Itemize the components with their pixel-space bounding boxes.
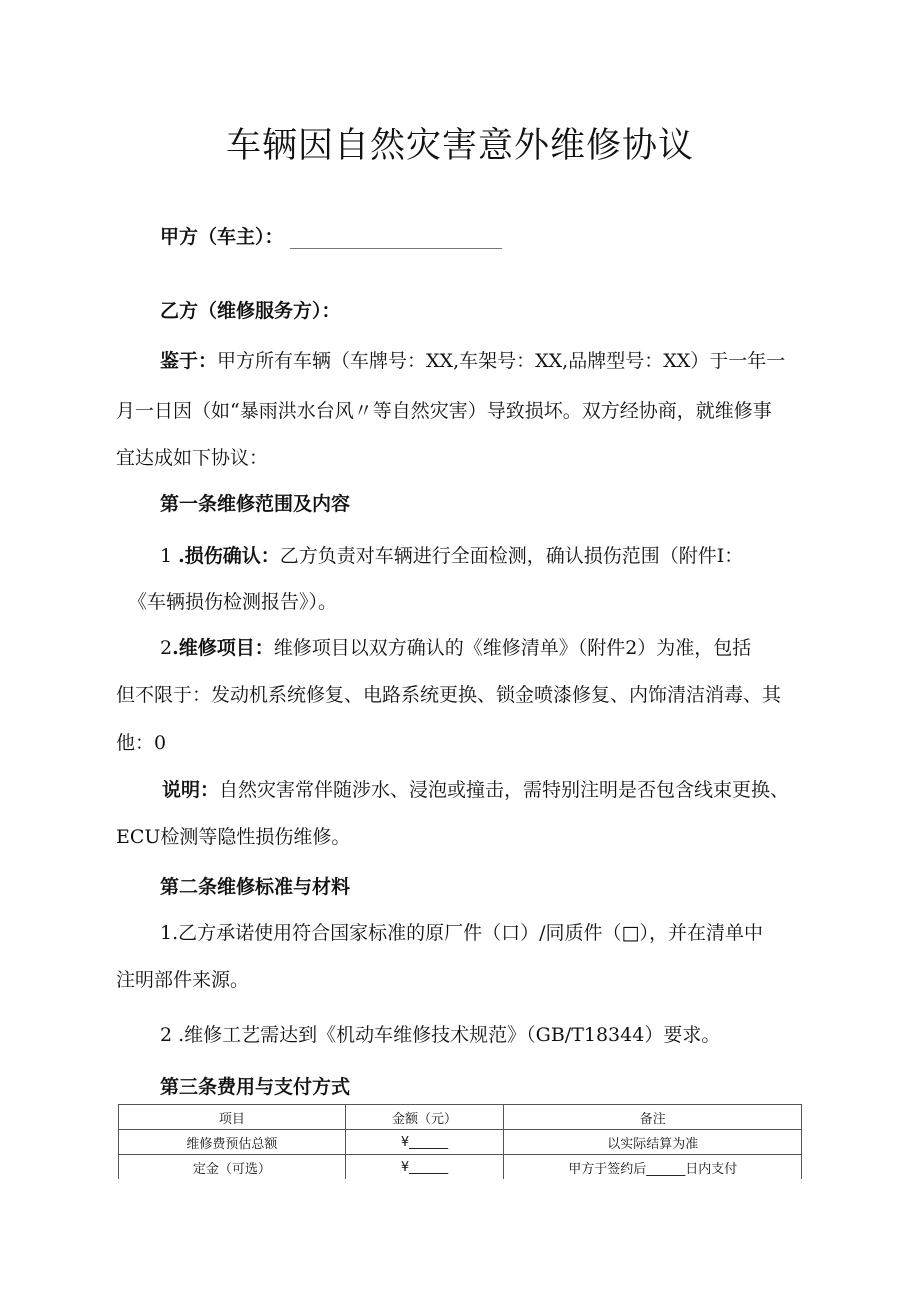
cell-item: 定金（可选） xyxy=(119,1155,346,1180)
article-1-item-1 xyxy=(160,541,743,568)
cell-remark: 以实际结算为准 xyxy=(504,1130,802,1155)
article-2-item-1-cont: 注明部件来源。 xyxy=(116,969,250,991)
party-a-label: 甲方（车主）： xyxy=(160,226,284,248)
party-a-line xyxy=(160,222,502,249)
cell-remark[interactable]: 甲方于签约后______日内支付 xyxy=(504,1155,802,1180)
article-1-item-2-cont-2: 他：0 xyxy=(116,732,167,754)
article-2-item-1: 1.乙方承诺使用符合国家标准的原厂件（口）/同质件（□），并在清单中 xyxy=(160,922,763,944)
party-b-label: 乙方（维修服务方）： xyxy=(160,300,341,322)
preamble-lead: 鉴于： xyxy=(160,350,218,372)
item-text: 维修项目以双方确认的《维修清单》（附件2）为准，包括 xyxy=(273,637,752,659)
article-1-item-2 xyxy=(160,633,751,660)
article-1-heading: 第一条维修范围及内容 xyxy=(160,493,351,515)
article-2-heading: 第二条维修标准与材料 xyxy=(160,876,351,898)
article-1-item-2-cont-1: 但不限于：发动机系统修复、电路系统更换、锁金喷漆修复、内饰清洁消毒、其 xyxy=(116,684,782,706)
header-remark: 备注 xyxy=(504,1105,802,1130)
cell-amount[interactable]: ¥______ xyxy=(345,1130,504,1155)
document-title: 车辆因自然灾害意外维修协议 xyxy=(225,126,694,166)
cell-item: 维修费预估总额 xyxy=(119,1130,346,1155)
preamble-line-1 xyxy=(160,346,785,373)
article-1-note xyxy=(162,775,789,802)
article-3-heading: 第三条费用与支付方式 xyxy=(160,1076,351,1098)
note-label: 说明： xyxy=(162,779,220,801)
article-2-item-2: 2 .维修工艺需达到《机动车维修技术规范》（GB/T18344）要求。 xyxy=(160,1024,721,1046)
party-a-blank[interactable] xyxy=(290,228,502,249)
header-amount: 金额（元） xyxy=(345,1105,504,1130)
table-row xyxy=(119,1155,802,1180)
fee-table xyxy=(118,1104,802,1179)
header-item: 项目 xyxy=(119,1105,346,1130)
item-number: 1 xyxy=(160,545,173,567)
item-text: 乙方负责对车辆进行全面检测，确认损伤范围（附件I： xyxy=(279,545,744,567)
item-label: .维修项目： xyxy=(172,637,274,659)
article-1-item-1-cont: 《车辆损伤检测报告》）。 xyxy=(128,591,338,613)
table-header-row xyxy=(119,1105,802,1130)
cell-amount[interactable]: ¥______ xyxy=(345,1155,504,1180)
preamble-text-1: 甲方所有车辆（车牌号：XX,车架号：XX,品牌型号：XX）于一年一 xyxy=(217,350,786,372)
note-text: 自然灾害常伴随涉水、浸泡或撞击，需特别注明是否包含线束更换、 xyxy=(219,779,790,801)
item-number: 2 xyxy=(160,637,173,659)
preamble-line-3: 宜达成如下协议： xyxy=(116,447,269,469)
preamble-line-2: 月一日因（如“暴雨洪水台风〃等自然灾害）导致损坏。双方经协商，就维修事 xyxy=(116,400,772,422)
table-row xyxy=(119,1130,802,1155)
item-label: .损伤确认： xyxy=(178,545,280,567)
article-1-note-cont: ECU检测等隐性损伤维修。 xyxy=(116,826,351,848)
